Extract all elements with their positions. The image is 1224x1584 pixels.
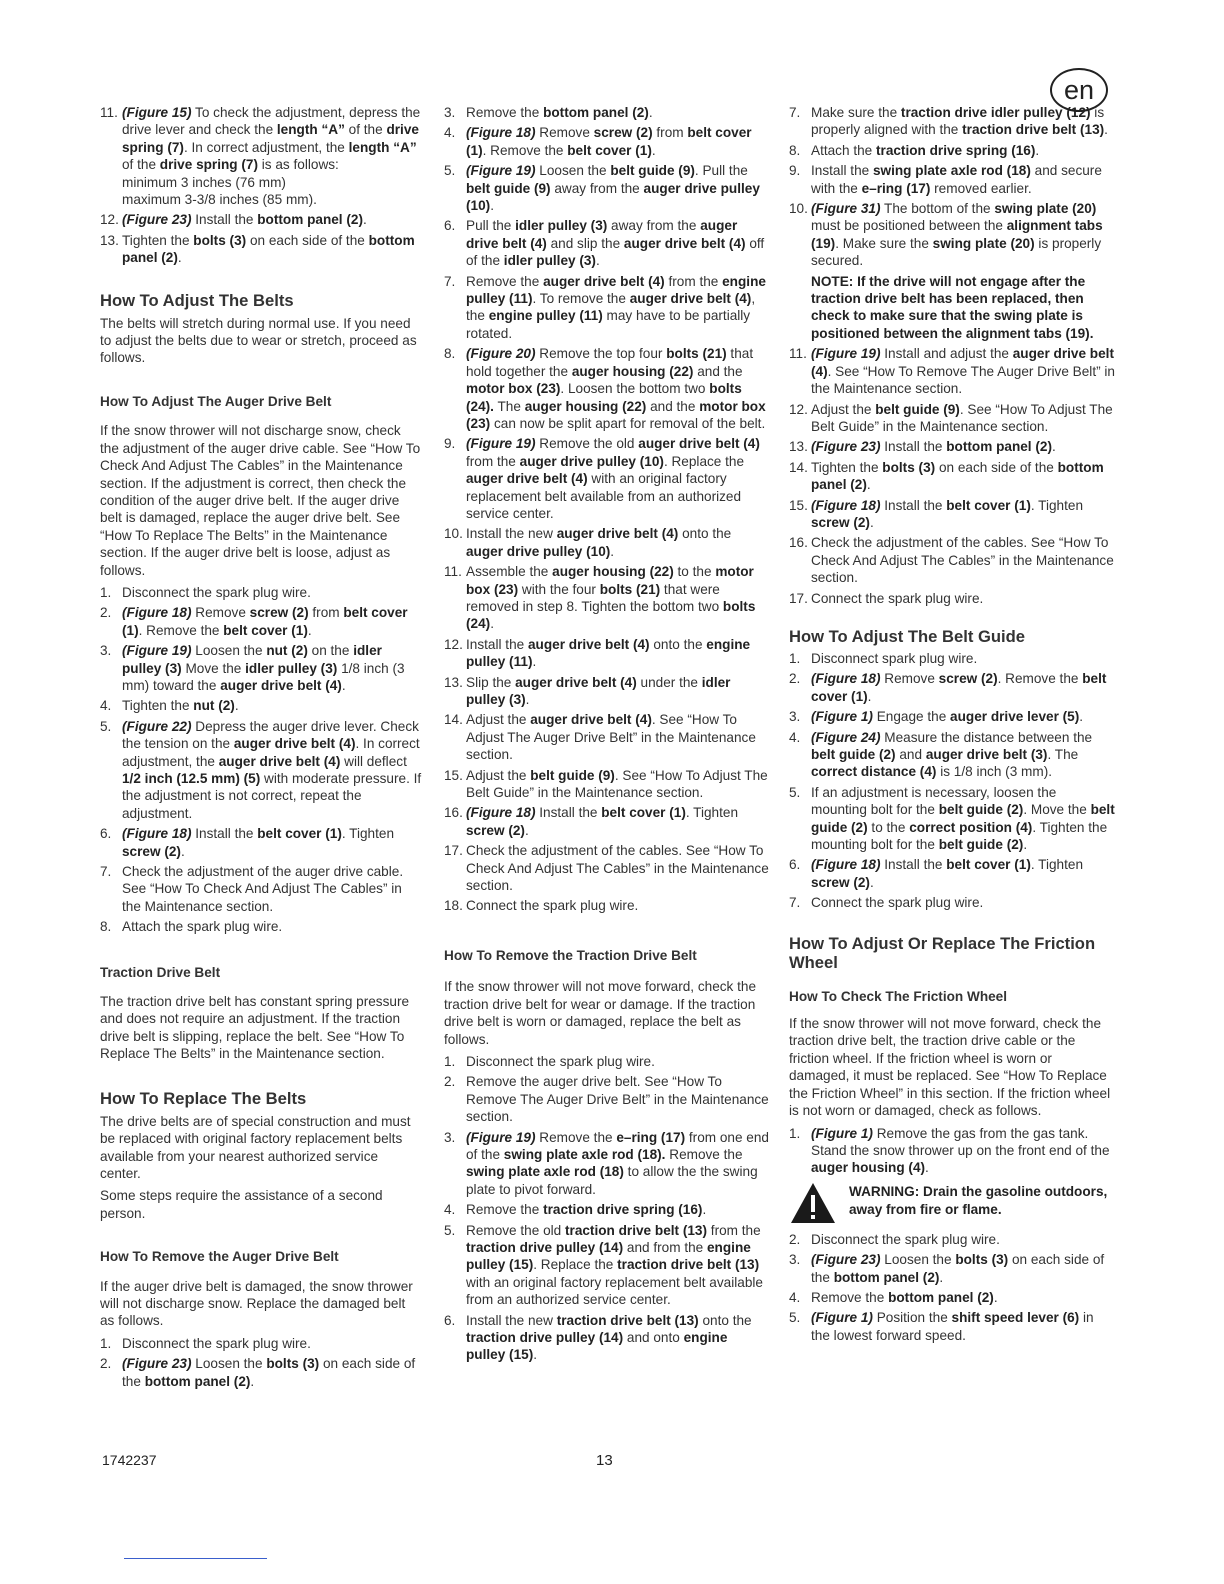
list-item: 3. (Figure 19) Remove the e–ring (17) from one end of the swing plate axle rod (18). Remove the swing plate axle rod (18) to allow the the swing plate to pivot forward. xyxy=(444,1129,769,1197)
subsection-heading: How To Remove the Auger Drive Belt xyxy=(100,1249,339,1265)
list-item: 17. Connect the spark plug wire. xyxy=(789,590,984,606)
list-item: 5. (Figure 22) Depress the auger drive lever. Check the tension on the auger drive belt (4). In correct adjustment, the auger drive belt (4) will deflect 1/2 inch (12.5 mm) (5) with moderate pressure. If the adjustment is not correct, repeat the adjustment. xyxy=(100,718,422,821)
list-item: 13. Tighten the bolts (3) on each side of the bottom panel (2). xyxy=(100,232,415,266)
list-item: 2. (Figure 18) Remove screw (2). Remove the belt cover (1). xyxy=(789,671,1107,704)
list-item: 4. Remove the bottom panel (2). xyxy=(789,1289,998,1305)
list-item: 15. Adjust the belt guide (9). See “How To Adjust The Belt Guide” in the Maintenance section. xyxy=(444,767,768,801)
list-item: 9. (Figure 19) Remove the old auger drive belt (4) from the auger drive pulley (10). Replace the auger drive belt (4) with an original factory replacement belt available from an authorized service center. xyxy=(444,436,760,521)
subsection-heading: Traction Drive Belt xyxy=(100,964,221,980)
list-item: 10. Install the new auger drive belt (4) onto the auger drive pulley (10). xyxy=(444,526,732,559)
warning-triangle-icon xyxy=(789,1181,849,1225)
warning-text: WARNING: Drain the gasoline outdoors, away from fire or flame. xyxy=(849,1183,1108,1217)
paragraph: If the snow thrower will not move forward, check the traction drive belt for wear or damage. If the traction drive belt is worn or damaged, replace the belt as follows. xyxy=(444,979,757,1047)
list-item: 7. Make sure the traction drive idler pulley (12) is properly aligned with the traction drive belt (13). xyxy=(789,105,1108,138)
paragraph: The traction drive belt has constant spring pressure and does not require an adjustment. If the traction drive belt is slipping, replace the belt. See “How To Replace The Belts” in the Maintenance section. xyxy=(100,994,410,1062)
paragraph: If the snow thrower will not discharge snow, check the adjustment of the auger drive cable. See “How To Check And Adjust The Cables” in the Maintenance section. If the adjustment is correct, then check the condition of the auger drive belt. If the auger drive belt is damaged, replace the auger drive belt. See “How To Replace The Belts” in the Maintenance section. If the auger drive belt is loose, adjust as follows. xyxy=(100,423,421,578)
list-item: 4. Remove the traction drive spring (16). xyxy=(444,1202,707,1218)
list-item: 9. Install the swing plate axle rod (18) and secure with the e–ring (17) removed earlier. xyxy=(789,163,1102,196)
subsection-heading: How To Check The Friction Wheel xyxy=(789,988,1008,1004)
list-item: 8. Attach the traction drive spring (16). xyxy=(789,142,1040,158)
list-item: 4. (Figure 18) Remove screw (2) from belt cover (1). Remove the belt cover (1). xyxy=(444,125,752,158)
list-item: 13. Slip the auger drive belt (4) under the idler pulley (3). xyxy=(444,674,731,707)
list-item: 5. Remove the old traction drive belt (13) from the traction drive pulley (14) and from the engine pulley (15). Replace the traction drive belt (13) with an original factory replacement belt available from an authorized service center. xyxy=(444,1222,763,1308)
list-item: 6. (Figure 18) Install the belt cover (1). Tighten screw (2). xyxy=(100,826,395,859)
paragraph: Some steps require the assistance of a second person. xyxy=(100,1188,383,1221)
list-item: 7. Check the adjustment of the auger drive cable. See “How To Check And Adjust The Cables” in the Maintenance section. xyxy=(100,864,404,914)
list-item: 3. (Figure 1) Engage the auger drive lever (5). xyxy=(789,709,1084,725)
list-item: 1. (Figure 1) Remove the gas from the gas tank. Stand the snow thrower up on the front end of the auger housing (4). xyxy=(789,1125,1110,1176)
list-item: 5. (Figure 19) Loosen the belt guide (9). Pull the belt guide (9) away from the auger drive pulley (10). xyxy=(444,163,760,214)
paragraph: The belts will stretch during normal use. If you need to adjust the belts due to wear or stretch, proceed as follows. xyxy=(100,315,417,366)
list-item: 2. Disconnect the spark plug wire. xyxy=(789,1231,1000,1247)
list-item: 7. Connect the spark plug wire. xyxy=(789,895,984,911)
list-item: 6. Install the new traction drive belt (13) onto the traction drive pulley (14) and onto engine pulley (15). xyxy=(444,1312,752,1363)
list-item: 1. Disconnect spark plug wire. xyxy=(789,650,978,666)
column-3 xyxy=(789,104,1115,1347)
document-number: 1742237 xyxy=(102,1452,157,1468)
list-item: 5. (Figure 1) Position the shift speed lever (6) in the lowest forward speed. xyxy=(789,1310,1094,1343)
list-item: 14. Tighten the bolts (3) on each side of the bottom panel (2). xyxy=(789,459,1104,493)
section-heading: How To Adjust The Belt Guide xyxy=(789,626,1025,646)
list-item: 2. (Figure 18) Remove screw (2) from belt cover (1). Remove the belt cover (1). xyxy=(100,605,408,638)
list-item: 18. Connect the spark plug wire. xyxy=(444,898,639,914)
list-item: 12. Install the auger drive belt (4) onto the engine pulley (11). xyxy=(444,636,751,670)
list-item: 8. (Figure 20) Remove the top four bolts (21) that hold together the auger housing (22) and the motor box (23). Loosen the bottom two bolts (24). The auger housing (22) and the motor box (23) can now be split apart for removal of the belt. xyxy=(444,346,766,431)
list-item: 7. Remove the auger drive belt (4) from the engine pulley (11). To remove the auger drive belt (4), the engine pulley (11) may have to be partially rotated. xyxy=(444,273,766,341)
list-item: 2. (Figure 23) Loosen the bolts (3) on each side of the bottom panel (2). xyxy=(100,1356,416,1389)
section-heading: How To Adjust The Belts xyxy=(100,290,294,310)
paragraph: If the auger drive belt is damaged, the snow thrower will not discharge snow. Replace the damaged belt as follows. xyxy=(100,1278,413,1329)
divider xyxy=(124,1558,267,1559)
list-item: 5. If an adjustment is necessary, loosen the mounting bolt for the belt guide (2). Move the belt guide (2) to the correct position (4). Tighten the mounting bolt for the belt guide (2). xyxy=(789,784,1115,853)
list-item: 16. (Figure 18) Install the belt cover (1). Tighten screw (2). xyxy=(444,805,739,838)
page-number: 13 xyxy=(596,1452,613,1469)
list-item: 11. (Figure 19) Install and adjust the auger drive belt (4). See “How To Remove The Auger Drive Belt” in the Maintenance section. xyxy=(789,346,1115,397)
paragraph: The drive belts are of special construction and must be replaced with original factory replacement belts available from your nearest authorized service center. xyxy=(100,1113,411,1181)
list-item: 4. (Figure 24) Measure the distance between the belt guide (2) and auger drive belt (3). The correct distance (4) is 1/8 inch (3 mm). xyxy=(789,729,1093,780)
list-item: 15. (Figure 18) Install the belt cover (1). Tighten screw (2). xyxy=(789,497,1084,530)
column-2 xyxy=(444,104,770,1367)
subsection-heading: How To Adjust The Auger Drive Belt xyxy=(100,393,332,409)
warning-block xyxy=(789,1181,1115,1225)
language-badge: en xyxy=(1050,68,1108,112)
list-item: 11. Assemble the auger housing (22) to the motor box (23) with the four bolts (21) that were removed in step 8. Tighten the bottom two bolts (24). xyxy=(444,564,756,632)
list-item: 3. (Figure 19) Loosen the nut (2) on the idler pulley (3) Move the idler pulley (3) 1/8 inch (3 mm) toward the auger drive belt (4). xyxy=(100,643,405,693)
section-heading: How To Replace The Belts xyxy=(100,1088,307,1108)
list-item: 4. Tighten the nut (2). xyxy=(100,698,239,714)
list-item: 3. (Figure 23) Loosen the bolts (3) on each side of the bottom panel (2). xyxy=(789,1252,1105,1285)
list-item: 3. Remove the bottom panel (2). xyxy=(444,105,653,120)
section-heading: How To Adjust Or Replace The Friction Wheel xyxy=(789,933,1096,972)
list-item: 12. (Figure 23) Install the bottom panel (2). xyxy=(100,212,367,228)
subsection-heading: How To Remove the Traction Drive Belt xyxy=(444,947,697,963)
list-item: 16. Check the adjustment of the cables. See “How To Check And Adjust The Cables” in the Maintenance section. xyxy=(789,535,1114,586)
list-item: 6. (Figure 18) Install the belt cover (1). Tighten screw (2). xyxy=(789,857,1084,890)
list-item: 2. Remove the auger drive belt. See “How To Remove The Auger Drive Belt” in the Maintenance section. xyxy=(444,1074,769,1125)
list-item: 1. Disconnect the spark plug wire. xyxy=(100,1335,311,1351)
paragraph: If the snow thrower will not move forward, check the traction drive belt, the traction drive cable or the friction wheel. If the friction wheel is worn or damaged, it must be replaced. See “How To Replace the Friction Wheel” in this section. If the friction wheel is not worn or damaged, check as follows. xyxy=(789,1016,1111,1119)
list-item: 1. Disconnect the spark plug wire. xyxy=(444,1053,655,1069)
note: NOTE: If the drive will not engage after the traction drive belt has been replaced, then check to make sure that the swing plate is positioned between the alignment tabs (19). xyxy=(811,273,1094,341)
list-item: 10. (Figure 31) The bottom of the swing plate (20) must be positioned between the alignment tabs (19). Make sure the swing plate (20) is properly secured. NOTE: If the drive will not engage after the traction drive belt has been replaced, then check to make sure that the swing plate is positioned between the alignment tabs (19). xyxy=(789,200,1115,342)
list-item: 8. Attach the spark plug wire. xyxy=(100,919,283,935)
list-item: 1. Disconnect the spark plug wire. xyxy=(100,584,311,600)
list-item: 12. Adjust the belt guide (9). See “How To Adjust The Belt Guide” in the Maintenance section. xyxy=(789,401,1113,434)
list-item: 13. (Figure 23) Install the bottom panel (2). xyxy=(789,439,1056,455)
list-item: 17. Check the adjustment of the cables. See “How To Check And Adjust The Cables” in the Maintenance section. xyxy=(444,843,769,894)
list-item: 14. Adjust the auger drive belt (4). See “How To Adjust The Auger Drive Belt” in the Maintenance section. xyxy=(444,712,756,763)
list-item: 11. (Figure 15) To check the adjustment, depress the drive lever and check the length “A” of the drive spring (7). In correct adjustment, the length “A” of the drive spring (7) is as follows: minimum 3 inches (76 mm) maximum 3-3/8 inches (85 mm). xyxy=(100,105,421,208)
list-item: 6. Pull the idler pulley (3) away from the auger drive belt (4) and slip the auger drive belt (4) off of the idler pulley (3). xyxy=(444,218,765,269)
column-1 xyxy=(100,104,422,1393)
